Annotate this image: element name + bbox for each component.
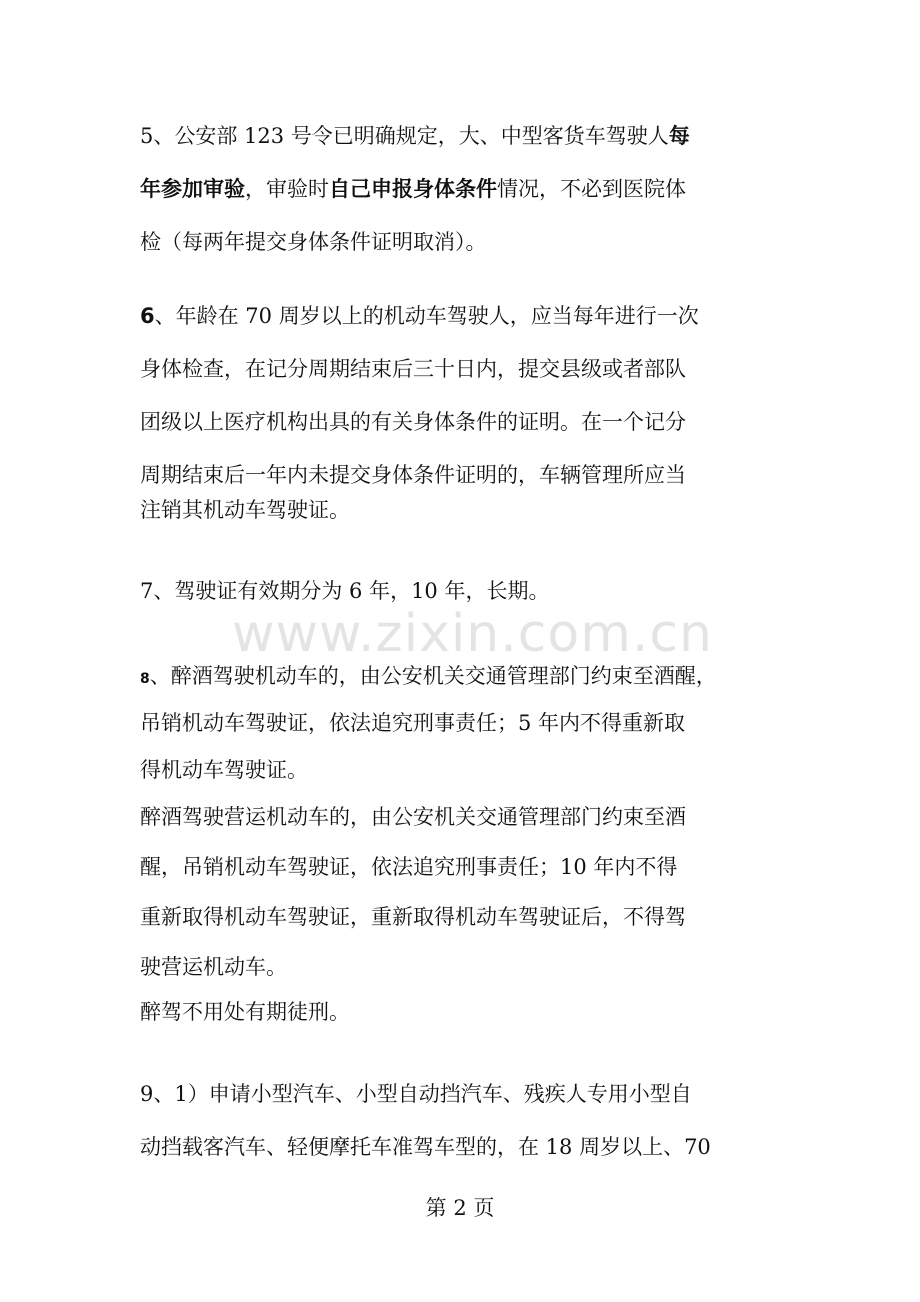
section-9-line-1: 9、1）申请小型汽车、小型自动挡汽车、残疾人专用小型自	[140, 1082, 692, 1106]
section-8-line-7: 驶营运机动车。	[140, 955, 287, 979]
watermark: www.zixin.com.cn	[232, 604, 713, 664]
section-9-line-2: 动挡载客汽车、轻便摩托车准驾车型的，在 18 周岁以上、70	[140, 1135, 711, 1159]
section-8-line-6: 重新取得机动车驾驶证，重新取得机动车驾驶证后，不得驾	[140, 905, 686, 929]
section-8-line-5: 醒，吊销机动车驾驶证，依法追究刑事责任；10 年内不得	[140, 855, 678, 879]
section-6-text: 、年龄在 70 周岁以上的机动车驾驶人，应当每年进行一次	[154, 304, 699, 328]
section-5-bold: 每	[668, 124, 690, 148]
page-number: 2	[453, 1196, 467, 1220]
section-6-line-5: 注销其机动车驾驶证。	[140, 498, 350, 522]
section-5-line-1	[140, 122, 800, 150]
section-8-line-4: 醉酒驾驶营运机动车的，由公安机关交通管理部门约束至酒	[140, 805, 686, 829]
section-5-text: 情况，不必到医院体	[497, 177, 686, 201]
section-6-line-2: 身体检查，在记分周期结束后三十日内，提交县级或者部队	[140, 357, 686, 381]
section-8-line-3: 得机动车驾驶证。	[140, 758, 308, 782]
footer-prefix: 第	[425, 1196, 447, 1220]
section-6-number: 6	[140, 304, 155, 328]
section-5-line-2	[140, 175, 800, 203]
section-8-line-8: 醉驾不用处有期徒刑。	[140, 1000, 350, 1024]
section-6-line-1	[140, 302, 800, 330]
section-6-line-3: 团级以上医疗机构出具的有关身体条件的证明。在一个记分	[140, 410, 686, 434]
section-5-bold: 自己申报身体条件	[329, 177, 497, 201]
section-6-line-4: 周期结束后一年内未提交身体条件证明的，车辆管理所应当	[140, 463, 686, 487]
page-footer	[0, 1194, 920, 1222]
section-8-line-1	[140, 662, 800, 693]
section-5-bold: 年参加审验	[140, 177, 245, 201]
section-5-text: 5、公安部 123 号令已明确规定，大、中型客货车驾驶人	[140, 124, 669, 148]
section-8-text: 、醉酒驾驶机动车的，由公安机关交通管理部门约束至酒醒，	[149, 664, 717, 688]
section-5-text: ，审验时	[245, 177, 329, 201]
section-5-line-3: 检（每两年提交身体条件证明取消）。	[140, 230, 487, 254]
section-8-line-2: 吊销机动车驾驶证，依法追究刑事责任；5 年内不得重新取	[140, 711, 686, 735]
footer-suffix: 页	[473, 1196, 495, 1220]
section-8-number: 8	[140, 671, 150, 687]
section-7-line-1: 7、驾驶证有效期分为 6 年，10 年，长期。	[140, 579, 550, 603]
